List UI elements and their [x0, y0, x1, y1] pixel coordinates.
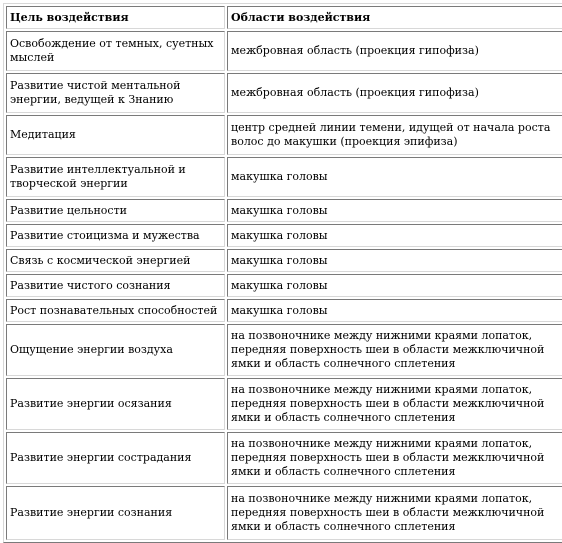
table-row [6, 486, 562, 540]
area-cell: на позвоночнике между нижними краями лопаток, передняя поверхность шеи в области межключичной ямки и область солнечного сплетения [227, 432, 562, 484]
table-row [6, 324, 562, 376]
goal-cell: Развитие энергии сознания [6, 486, 225, 540]
header-area: Области воздействия [227, 6, 562, 29]
goal-cell: Освобождение от темных, суетных мыслей [6, 31, 225, 71]
area-cell: на позвоночнике между нижними краями лопаток, передняя поверхность шеи в области межключичной ямки и область солнечного сплетения [227, 324, 562, 376]
table-row [6, 157, 562, 197]
impact-table [3, 3, 562, 543]
area-cell: макушка головы [227, 299, 562, 322]
table-row [6, 274, 562, 297]
area-cell: макушка головы [227, 249, 562, 272]
table-row [6, 73, 562, 113]
area-cell: макушка головы [227, 157, 562, 197]
table-row [6, 115, 562, 155]
goal-cell: Развитие стоицизма и мужества [6, 224, 225, 247]
goal-cell: Развитие цельности [6, 199, 225, 222]
goal-cell: Развитие чистого сознания [6, 274, 225, 297]
goal-cell: Ощущение энергии воздуха [6, 324, 225, 376]
goal-cell: Развитие интеллектуальной и творческой энергии [6, 157, 225, 197]
header-goal: Цель воздействия [6, 6, 225, 29]
table-row [6, 31, 562, 71]
goal-cell: Развитие энергии сострадания [6, 432, 225, 484]
page [3, 3, 562, 543]
area-cell: макушка головы [227, 199, 562, 222]
table-row [6, 199, 562, 222]
area-cell: центр средней линии темени, идущей от начала роста волос до макушки (проекция эпифиза) [227, 115, 562, 155]
table-row [6, 249, 562, 272]
area-cell: межбровная область (проекция гипофиза) [227, 31, 562, 71]
header-row [6, 6, 562, 29]
area-cell: макушка головы [227, 224, 562, 247]
goal-cell: Развитие энергии осязания [6, 378, 225, 430]
goal-cell: Медитация [6, 115, 225, 155]
area-cell: межбровная область (проекция гипофиза) [227, 73, 562, 113]
goal-cell: Развитие чистой ментальной энергии, ведущей к Знанию [6, 73, 225, 113]
goal-cell: Рост познавательных способностей [6, 299, 225, 322]
goal-cell: Связь с космической энергией [6, 249, 225, 272]
area-cell: на позвоночнике между нижними краями лопаток, передняя поверхность шеи в области межключичной ямки и область солнечного сплетения [227, 486, 562, 540]
table-row [6, 224, 562, 247]
area-cell: макушка головы [227, 274, 562, 297]
table-row [6, 432, 562, 484]
area-cell: на позвоночнике между нижними краями лопаток, передняя поверхность шеи в области межключичной ямки и область солнечного сплетения [227, 378, 562, 430]
table-row [6, 299, 562, 322]
table-row [6, 378, 562, 430]
